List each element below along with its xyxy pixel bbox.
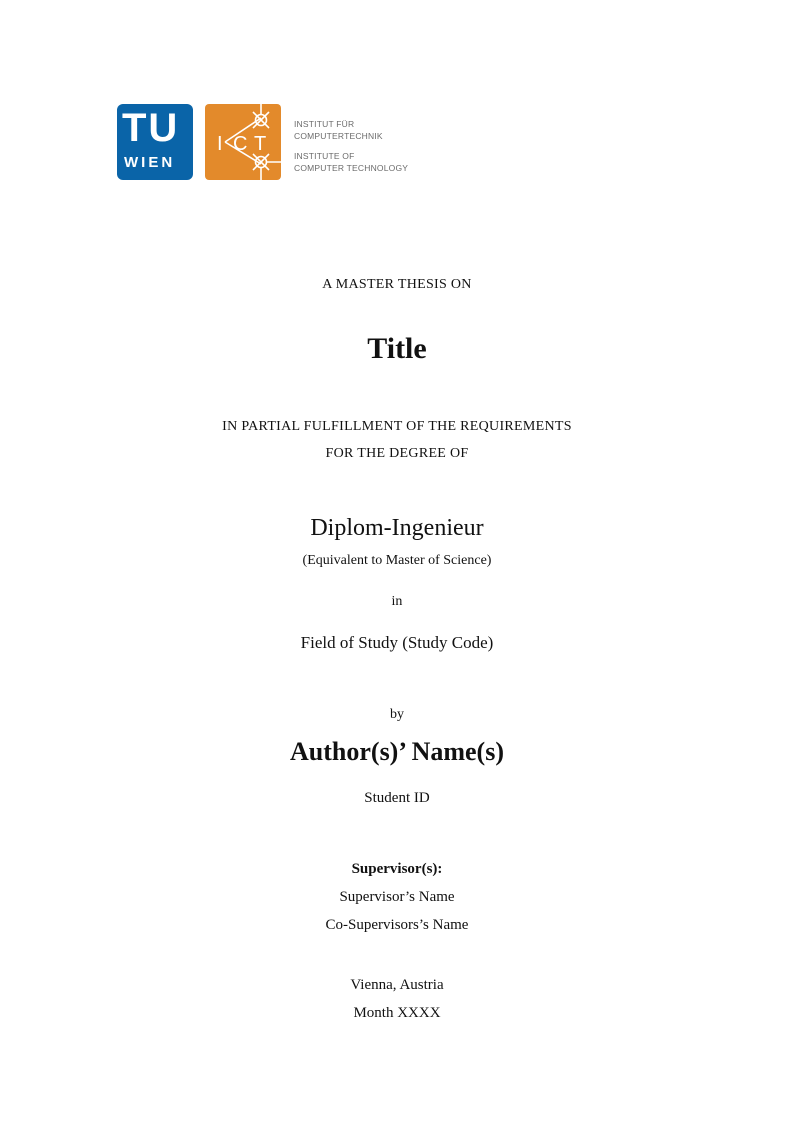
submission-date: Month XXXX (353, 1005, 441, 1021)
supervisors-label: Supervisor(s): (351, 861, 443, 877)
ict-circuit-graphic (205, 104, 281, 180)
degree-name: Diplom-Ingenieur (310, 515, 484, 541)
logo-group (117, 104, 417, 182)
supervisor-name: Supervisor’s Name (339, 889, 455, 905)
ict-letter-i: I (217, 133, 223, 155)
degree-equivalent: (Equivalent to Master of Science) (302, 553, 492, 568)
by-word: by (390, 707, 404, 722)
student-id: Student ID (364, 790, 430, 806)
co-supervisor-name: Co-Supervisors’s Name (325, 917, 469, 933)
institute-line-4: COMPUTER TECHNOLOGY (294, 163, 409, 173)
ict-letter-t: T (254, 133, 267, 155)
institute-line-3: INSTITUTE OF (294, 151, 355, 161)
fulfillment-line-1: IN PARTIAL FULFILLMENT OF THE REQUIREMENTS (222, 419, 572, 434)
field-of-study: Field of Study (Study Code) (300, 633, 494, 652)
tu-logo-text: TU (122, 106, 180, 150)
institute-line-1: INSTITUT FÜR (294, 119, 355, 129)
thesis-title: Title (367, 332, 427, 365)
wien-logo-text: WIEN (124, 154, 176, 171)
institute-line-2: COMPUTERTECHNIK (294, 131, 383, 141)
thesis-intro: A MASTER THESIS ON (322, 277, 472, 292)
location: Vienna, Austria (350, 977, 444, 993)
fulfillment-line-2: FOR THE DEGREE OF (325, 446, 469, 461)
institute-name-text (294, 118, 408, 174)
ict-logo (205, 104, 281, 180)
ict-letter-c: C (233, 133, 248, 155)
author-name: Author(s)’ Name(s) (290, 737, 504, 766)
tu-wien-logo (117, 104, 193, 180)
in-word: in (391, 594, 403, 609)
